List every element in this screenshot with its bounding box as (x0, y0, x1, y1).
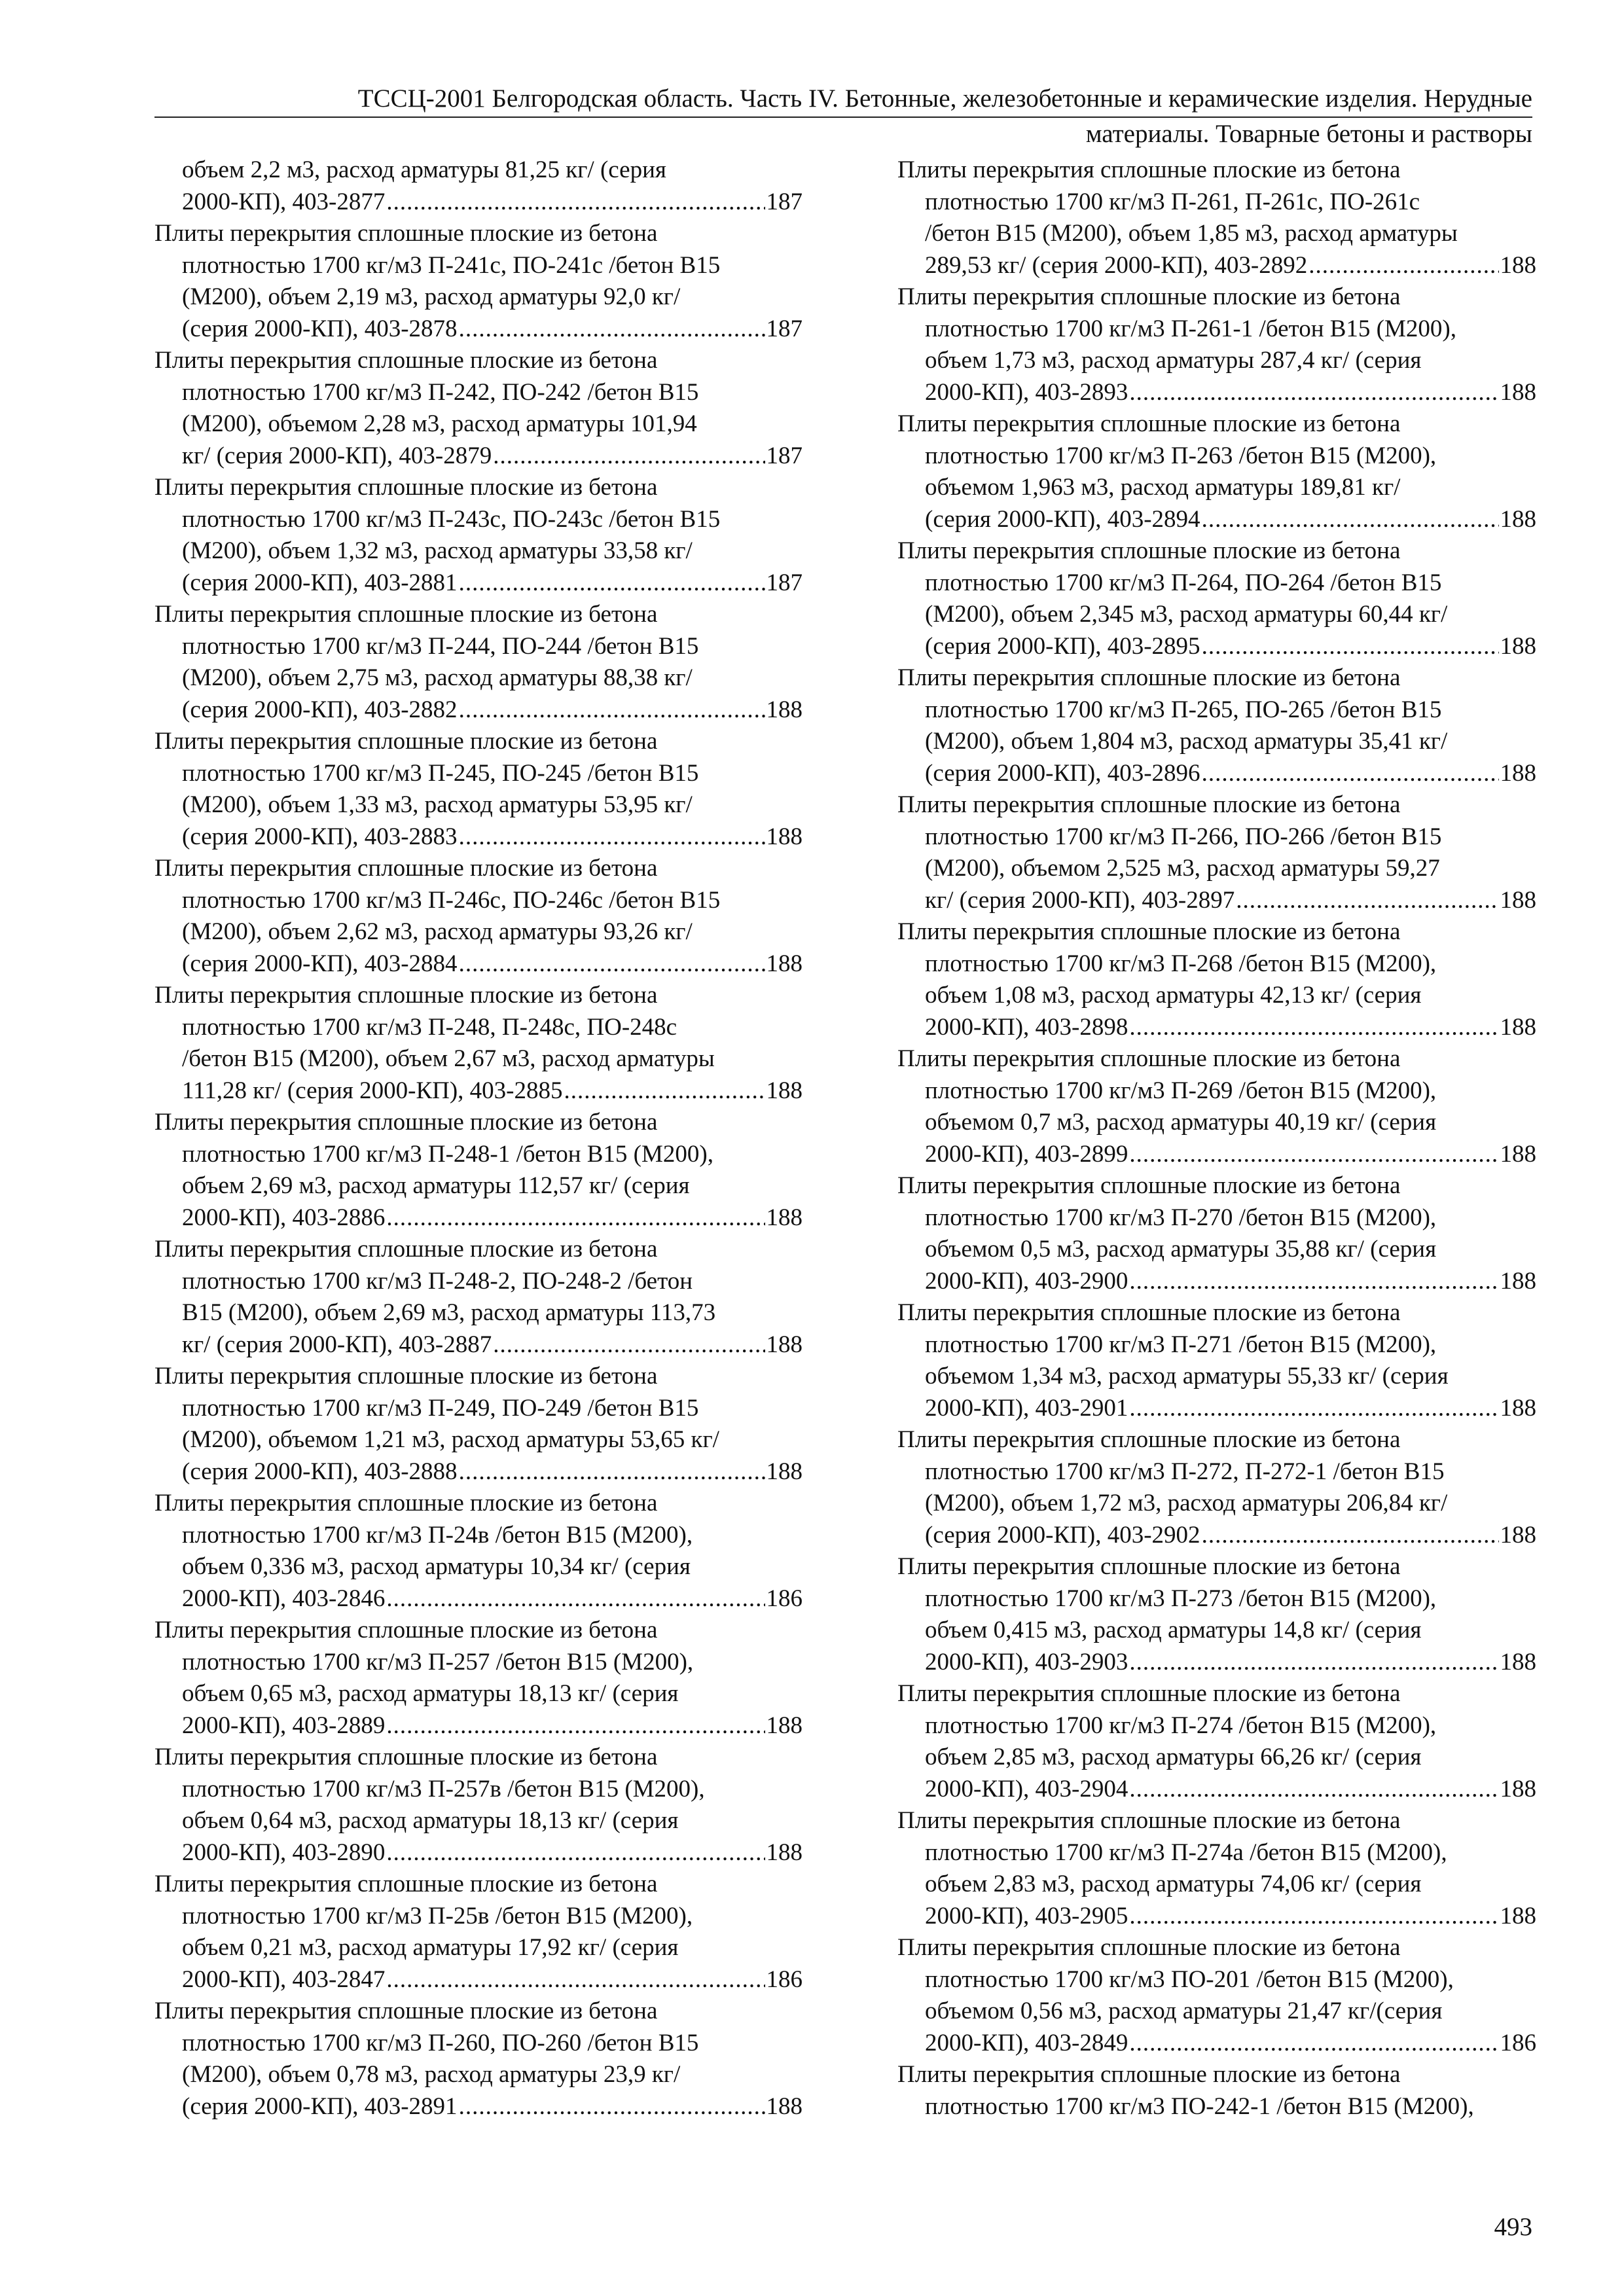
index-entry-page: 188 (766, 1839, 803, 1866)
index-entry-text: (серия 2000-КП), 403-2878 (182, 315, 458, 342)
index-entry (154, 1488, 803, 1615)
dot-leader (1129, 377, 1498, 409)
index-entry (897, 1805, 1536, 1932)
index-entry (154, 1107, 803, 1234)
index-entry-text: Плиты перекрытия сплошные плоские из бетона (897, 2061, 1401, 2088)
index-entry-text: Плиты перекрытия сплошные плоские из бетона (154, 220, 658, 247)
index-entry-text: плотностью 1700 кг/м3 П-246с, ПО-246с /бетон В15 (182, 886, 721, 914)
index-entry (897, 1297, 1536, 1424)
index-entry-text: Плиты перекрытия сплошные плоские из бетона (897, 1426, 1401, 1453)
index-entry-text: 2000-КП), 403-2893 (925, 378, 1128, 406)
index-entry-text: Плиты перекрытия сплошные плоские из бетона (154, 1998, 658, 2024)
index-entry (897, 154, 1536, 281)
index-entry-text: плотностью 1700 кг/м3 П-248-1 /бетон В15 (М200), (182, 1140, 713, 1168)
index-entry-text: 2000-КП), 403-2849 (925, 2029, 1128, 2056)
index-entry-text: Плиты перекрытия сплошные плоские из бетона (154, 1617, 658, 1643)
index-entry-text: Плиты перекрытия сплошные плоские из бетона (897, 918, 1401, 945)
dot-leader (459, 821, 765, 853)
dot-leader (1129, 1393, 1498, 1425)
index-entry-line (154, 1710, 803, 1742)
dot-leader (493, 1329, 765, 1361)
index-entry (897, 662, 1536, 789)
index-entry-line (897, 885, 1536, 917)
index-entry-text: объемом 0,7 м3, расход арматуры 40,19 кг/ (серия (925, 1109, 1437, 1136)
index-entry-text: Плиты перекрытия сплошные плоские из бетона (154, 601, 658, 628)
index-entry-page: 187 (766, 188, 803, 215)
index-entry-line (897, 1012, 1536, 1044)
index-entry-text: В15 (М200), объем 2,69 м3, расход арматуры 113,73 (182, 1299, 716, 1326)
index-entry (154, 218, 803, 345)
dot-leader (386, 1710, 765, 1742)
index-entry-text: плотностью 1700 кг/м3 П-244, ПО-244 /бетон В15 (182, 632, 699, 660)
index-entry-line (897, 504, 1536, 536)
index-entry-text: (М200), объем 1,72 м3, расход арматуры 206,84 кг/ (925, 1490, 1448, 1516)
index-entry-text: 111,28 кг/ (серия 2000-КП), 403-2885 (182, 1077, 563, 1104)
index-entry-text: 2000-КП), 403-2846 (182, 1585, 386, 1612)
index-entry-text: Плиты перекрытия сплошные плоские из бетона (897, 1934, 1401, 1961)
index-entry (154, 1869, 803, 1996)
index-entry-text: Плиты перекрытия сплошные плоские из бетона (897, 664, 1401, 691)
index-entry-text: кг/ (серия 2000-КП), 403-2887 (182, 1331, 492, 1358)
index-column-right (897, 154, 1536, 2123)
index-entry-text: (М200), объемом 2,525 м3, расход арматуры 59,27 (925, 855, 1440, 882)
index-entry-text: плотностью 1700 кг/м3 П-273 /бетон В15 (М200), (925, 1585, 1437, 1612)
index-entry-text: плотностью 1700 кг/м3 П-269 /бетон В15 (М200), (925, 1077, 1437, 1104)
index-entry-page: 188 (1500, 1775, 1536, 1803)
index-entry-text: Плиты перекрытия сплошные плоские из бетона (897, 156, 1401, 183)
index-entry (154, 345, 803, 472)
index-entry-text: Плиты перекрытия сплошные плоские из бетона (897, 1553, 1401, 1580)
dot-leader (459, 567, 765, 600)
index-entry-text: объем 2,69 м3, расход арматуры 112,57 кг/ (серия (182, 1172, 690, 1199)
index-entry-text: 2000-КП), 403-2901 (925, 1394, 1128, 1422)
index-entry-page: 186 (766, 1585, 803, 1612)
index-entry-page: 188 (1500, 251, 1536, 279)
dot-leader (459, 948, 765, 980)
index-entry-text: плотностью 1700 кг/м3 П-257в /бетон В15 (М200), (182, 1775, 705, 1803)
index-entry-text: плотностью 1700 кг/м3 ПО-242-1 /бетон В15 (М200), (925, 2092, 1474, 2120)
index-entry-text: объем 1,08 м3, расход арматуры 42,13 кг/ (серия (925, 982, 1422, 1009)
index-entry (897, 281, 1536, 408)
index-entry-text: (М200), объем 2,19 м3, расход арматуры 92,0 кг/ (182, 283, 681, 310)
dot-leader (386, 1837, 765, 1869)
index-entry-line (154, 1583, 803, 1615)
index-entry-text: объем 0,21 м3, расход арматуры 17,92 кг/ (серия (182, 1934, 679, 1961)
index-entry-page: 186 (766, 1965, 803, 1993)
index-entry-line (154, 1964, 803, 1996)
index-entry (154, 1615, 803, 1742)
index-entry-line (897, 1647, 1536, 1679)
index-entry (154, 853, 803, 980)
index-entry-text: объемом 1,963 м3, расход арматуры 189,81 кг/ (925, 474, 1401, 501)
index-entry-text: плотностью 1700 кг/м3 П-25в /бетон В15 (М200), (182, 1902, 693, 1929)
index-entry-text: кг/ (серия 2000-КП), 403-2879 (182, 442, 492, 469)
index-entry-page: 188 (766, 696, 803, 723)
index-entry-text: (серия 2000-КП), 403-2884 (182, 950, 458, 977)
index-entry-text: Плиты перекрытия сплошные плоские из бетона (897, 283, 1401, 310)
index-entry-text: (серия 2000-КП), 403-2883 (182, 823, 458, 850)
dot-leader (1129, 1266, 1498, 1298)
index-entry-page: 188 (1500, 505, 1536, 533)
index-entry-text: (серия 2000-КП), 403-2891 (182, 2092, 458, 2120)
index-entry-text: плотностью 1700 кг/м3 П-268 /бетон В15 (М200), (925, 950, 1437, 977)
index-entry-text: Плиты перекрытия сплошные плоские из бетона (897, 1680, 1401, 1707)
index-entry-text: плотностью 1700 кг/м3 П-249, ПО-249 /бетон В15 (182, 1394, 699, 1422)
index-entry-line (154, 1837, 803, 1869)
index-entry-text: 2000-КП), 403-2890 (182, 1839, 386, 1866)
index-entry-page: 188 (766, 1331, 803, 1358)
index-entry-text: Плиты перекрытия сплошные плоские из бетона (154, 728, 658, 755)
index-entry-text: Плиты перекрытия сплошные плоские из бетона (897, 1807, 1401, 1834)
dot-leader (1129, 2028, 1498, 2060)
index-entry (154, 154, 803, 218)
index-entry-text: 2000-КП), 403-2904 (925, 1775, 1128, 1803)
dot-leader (386, 1583, 765, 1615)
index-entry (154, 472, 803, 599)
index-entry-text: (М200), объем 1,804 м3, расход арматуры 35,41 кг/ (925, 728, 1448, 755)
dot-leader (1129, 1139, 1498, 1171)
index-entry-text: плотностью 1700 кг/м3 П-248-2, ПО-248-2 /бетон (182, 1267, 693, 1295)
index-entry (897, 789, 1536, 916)
index-entry-text: (серия 2000-КП), 403-2902 (925, 1521, 1200, 1549)
index-entry-page: 188 (1500, 632, 1536, 660)
index-entry-text: (М200), объем 2,62 м3, расход арматуры 93,26 кг/ (182, 918, 693, 945)
index-entry-line (154, 1329, 803, 1361)
index-entry-text: Плиты перекрытия сплошные плоские из бетона (154, 982, 658, 1009)
index-entry-text: плотностью 1700 кг/м3 П-260, ПО-260 /бетон В15 (182, 2029, 699, 2056)
index-entry-page: 188 (1500, 1902, 1536, 1929)
index-entry (154, 1996, 803, 2123)
index-entry-text: 2000-КП), 403-2847 (182, 1965, 386, 1993)
index-entry-page: 188 (1500, 759, 1536, 787)
index-entry-page: 186 (1500, 2029, 1536, 2056)
index-entry-page: 188 (766, 1458, 803, 1485)
index-entry-text: объем 2,85 м3, расход арматуры 66,26 кг/ (серия (925, 1744, 1422, 1770)
index-entry-text: Плиты перекрытия сплошные плоские из бетона (154, 855, 658, 882)
dot-leader (1202, 631, 1499, 663)
dot-leader (459, 2091, 765, 2123)
index-entry-text: 2000-КП), 403-2886 (182, 1204, 386, 1231)
index-entry-text: (М200), объем 2,75 м3, расход арматуры 88,38 кг/ (182, 664, 693, 691)
index-entry-line (154, 567, 803, 600)
index-entry-text: объем 0,65 м3, расход арматуры 18,13 кг/ (серия (182, 1680, 679, 1707)
dot-leader (386, 1964, 765, 1996)
index-entry-line (154, 1075, 803, 1107)
index-entry (897, 535, 1536, 662)
index-entry (154, 726, 803, 853)
index-entry-line (897, 1266, 1536, 1298)
index-entry-page: 188 (1500, 1648, 1536, 1676)
index-entry-text: объем 1,73 м3, расход арматуры 287,4 кг/ (серия (925, 347, 1422, 374)
index-entry-page: 187 (766, 442, 803, 469)
index-entry-page: 188 (1500, 1013, 1536, 1041)
index-entry-page: 188 (1500, 378, 1536, 406)
index-entry-line (154, 440, 803, 473)
dot-leader (1202, 1520, 1499, 1552)
index-entry-text: Плиты перекрытия сплошные плоские из бетона (154, 1109, 658, 1136)
index-entry-text: Плиты перекрытия сплошные плоские из бетона (154, 347, 658, 374)
index-entry-line (897, 1774, 1536, 1806)
index-entry-line (154, 694, 803, 726)
index-entry-text: плотностью 1700 кг/м3 П-266, ПО-266 /бетон В15 (925, 823, 1442, 850)
index-entry-text: Плиты перекрытия сплошные плоские из бетона (154, 1490, 658, 1516)
index-entry-page: 188 (1500, 886, 1536, 914)
index-entry-line (154, 1456, 803, 1488)
index-entry-text: объем 0,64 м3, расход арматуры 18,13 кг/ (серия (182, 1807, 679, 1834)
index-entry-text: объем 0,415 м3, расход арматуры 14,8 кг/ (серия (925, 1617, 1422, 1643)
index-entry-page: 188 (1500, 1267, 1536, 1295)
index-entry-line (897, 377, 1536, 409)
dot-leader (386, 1202, 765, 1234)
index-entry (154, 1742, 803, 1869)
index-entry-page: 188 (766, 1077, 803, 1104)
index-entry-text: 2000-КП), 403-2900 (925, 1267, 1128, 1295)
index-entry-text: Плиты перекрытия сплошные плоские из бетона (897, 1045, 1401, 1072)
dot-leader (1129, 1774, 1498, 1806)
index-entry (154, 980, 803, 1107)
index-entry-line (897, 631, 1536, 663)
index-entry (897, 1932, 1536, 2059)
dot-leader (1202, 758, 1499, 790)
index-entry-page: 188 (1500, 1521, 1536, 1549)
index-entry-text: плотностью 1700 кг/м3 П-24в /бетон В15 (М200), (182, 1521, 693, 1549)
index-entry-text: объем 0,336 м3, расход арматуры 10,34 кг/ (серия (182, 1553, 691, 1580)
dot-leader (1236, 885, 1498, 917)
index-entry-text: объем 2,83 м3, расход арматуры 74,06 кг/ (серия (925, 1871, 1422, 1897)
index-entry-page: 188 (766, 1712, 803, 1739)
running-header-continuation: материалы. Товарные бетоны и растворы (1085, 120, 1532, 148)
index-entry-text: плотностью 1700 кг/м3 П-248, П-248с, ПО-248с (182, 1013, 677, 1041)
index-entry (897, 1043, 1536, 1170)
index-entry-text: (М200), объем 2,345 м3, расход арматуры 60,44 кг/ (925, 601, 1448, 628)
index-entry-text: кг/ (серия 2000-КП), 403-2897 (925, 886, 1235, 914)
index-entry-text: Плиты перекрытия сплошные плоские из бетона (897, 410, 1401, 437)
index-entry-text: Плиты перекрытия сплошные плоские из бетона (154, 1236, 658, 1263)
dot-leader (1129, 1901, 1498, 1933)
index-entry-page: 188 (766, 1204, 803, 1231)
index-entry-text: плотностью 1700 кг/м3 П-264, ПО-264 /бетон В15 (925, 569, 1442, 596)
index-entry-text: плотностью 1700 кг/м3 ПО-201 /бетон В15 (М200), (925, 1965, 1454, 1993)
index-entry (897, 916, 1536, 1043)
index-entry-line (154, 948, 803, 980)
dot-leader (1308, 250, 1498, 282)
index-entry-text: плотностью 1700 кг/м3 П-241с, ПО-241с /бетон В15 (182, 251, 721, 279)
dot-leader (1129, 1647, 1498, 1679)
index-entry-page: 188 (1500, 1140, 1536, 1168)
index-entry-text: Плиты перекрытия сплошные плоские из бетона (154, 1744, 658, 1770)
dot-leader (1202, 504, 1499, 536)
index-entry-text: (М200), объемом 1,21 м3, расход арматуры 53,65 кг/ (182, 1426, 719, 1453)
index-entry-text: 2000-КП), 403-2898 (925, 1013, 1128, 1041)
index-entry-text: объемом 0,5 м3, расход арматуры 35,88 кг/ (серия (925, 1236, 1437, 1263)
index-entry (897, 2059, 1536, 2123)
index-entry-line (154, 2091, 803, 2123)
index-entry (897, 1424, 1536, 1551)
index-entry-page: 188 (766, 2092, 803, 2120)
index-entry-line (154, 1202, 803, 1234)
index-entry-text: плотностью 1700 кг/м3 П-263 /бетон В15 (М200), (925, 442, 1437, 469)
index-entry-text: (серия 2000-КП), 403-2882 (182, 696, 458, 723)
index-entry-line (897, 250, 1536, 282)
dot-leader (459, 1456, 765, 1488)
index-entry-text: (серия 2000-КП), 403-2896 (925, 759, 1200, 787)
index-entry-text: плотностью 1700 кг/м3 П-242, ПО-242 /бетон В15 (182, 378, 699, 406)
index-entry-line (897, 758, 1536, 790)
index-entry-text: (серия 2000-КП), 403-2895 (925, 632, 1200, 660)
index-entry-text: Плиты перекрытия сплошные плоские из бетона (897, 1172, 1401, 1199)
index-entry (154, 599, 803, 726)
index-entry-text: плотностью 1700 кг/м3 П-245, ПО-245 /бетон В15 (182, 759, 699, 787)
index-entry-line (897, 1901, 1536, 1933)
index-entry-text: плотностью 1700 кг/м3 П-274 /бетон В15 (М200), (925, 1712, 1437, 1739)
index-entry-text: 2000-КП), 403-2899 (925, 1140, 1128, 1168)
index-column-left (154, 154, 803, 2123)
index-entry-text: 2000-КП), 403-2889 (182, 1712, 386, 1739)
dot-leader (493, 440, 765, 473)
dot-leader (386, 187, 765, 219)
index-entry-text: плотностью 1700 кг/м3 П-261-1 /бетон В15 (М200), (925, 315, 1456, 342)
index-entry-text: плотностью 1700 кг/м3 П-274а /бетон В15 (М200), (925, 1839, 1447, 1866)
index-entry-text: (серия 2000-КП), 403-2894 (925, 505, 1200, 533)
index-entry-text: 2000-КП), 403-2903 (925, 1648, 1128, 1676)
index-entry-text: Плиты перекрытия сплошные плоские из бетона (897, 1299, 1401, 1326)
index-entry-text: плотностью 1700 кг/м3 П-243с, ПО-243с /бетон В15 (182, 505, 721, 533)
index-entry-text: Плиты перекрытия сплошные плоские из бетона (897, 791, 1401, 818)
dot-leader (459, 694, 765, 726)
index-entry-text: (М200), объем 1,32 м3, расход арматуры 33,58 кг/ (182, 537, 693, 564)
index-entry (897, 1551, 1536, 1678)
index-entry-text: (М200), объем 0,78 м3, расход арматуры 23,9 кг/ (182, 2061, 681, 2088)
index-entry-text: /бетон В15 (М200), объем 1,85 м3, расход арматуры (925, 220, 1458, 247)
header-title: ТССЦ-2001 Белгородская область. Часть IV. Бетонные, железобетонные и керамические изделия. Нерудные (357, 84, 1532, 113)
index-entry-text: Плиты перекрытия сплошные плоские из бетона (154, 1871, 658, 1897)
index-entry-text: плотностью 1700 кг/м3 П-270 /бетон В15 (М200), (925, 1204, 1437, 1231)
index-entry-page: 187 (766, 569, 803, 596)
dot-leader (459, 314, 765, 346)
index-entry-text: Плиты перекрытия сплошные плоские из бетона (154, 1363, 658, 1390)
index-entry-text: плотностью 1700 кг/м3 П-261, П-261с, ПО-261с (925, 188, 1420, 215)
index-entry-line (897, 1393, 1536, 1425)
index-entry-line (154, 187, 803, 219)
index-entry-text: плотностью 1700 кг/м3 П-265, ПО-265 /бетон В15 (925, 696, 1442, 723)
index-entry-text: (М200), объемом 2,28 м3, расход арматуры 101,94 (182, 410, 697, 437)
index-entry-line (897, 1139, 1536, 1171)
dot-leader (1129, 1012, 1498, 1044)
index-entry-text: плотностью 1700 кг/м3 П-272, П-272-1 /бетон В15 (925, 1458, 1445, 1485)
index-entry-text: объемом 1,34 м3, расход арматуры 55,33 кг/ (серия (925, 1363, 1449, 1390)
index-entry-text: объем 2,2 м3, расход арматуры 81,25 кг/ (серия (182, 156, 666, 183)
index-entry-text: Плиты перекрытия сплошные плоские из бетона (897, 537, 1401, 564)
index-entry (154, 1234, 803, 1361)
page-number: 493 (1494, 2213, 1532, 2241)
index-entry-line (154, 314, 803, 346)
index-entry (154, 1361, 803, 1488)
index-entry (897, 1678, 1536, 1805)
index-entry-text: 289,53 кг/ (серия 2000-КП), 403-2892 (925, 251, 1308, 279)
index-entry-line (897, 1520, 1536, 1552)
index-entry-text: плотностью 1700 кг/м3 П-271 /бетон В15 (М200), (925, 1331, 1437, 1358)
index-entry-page: 188 (1500, 1394, 1536, 1422)
index-entry-text: 2000-КП), 403-2905 (925, 1902, 1128, 1929)
index-entry-line (897, 2028, 1536, 2060)
index-entry-page: 188 (766, 950, 803, 977)
index-entry (897, 408, 1536, 535)
index-entry-text: (М200), объем 1,33 м3, расход арматуры 53,95 кг/ (182, 791, 693, 818)
index-entry-page: 187 (766, 315, 803, 342)
index-entry-text: Плиты перекрытия сплошные плоские из бетона (154, 474, 658, 501)
index-entry-text: (серия 2000-КП), 403-2881 (182, 569, 458, 596)
index-entry-text: плотностью 1700 кг/м3 П-257 /бетон В15 (М200), (182, 1648, 694, 1676)
index-entry-text: /бетон В15 (М200), объем 2,67 м3, расход арматуры (182, 1045, 715, 1072)
index-entry-page: 188 (766, 823, 803, 850)
index-entry-line (154, 821, 803, 853)
index-entry-text: объемом 0,56 м3, расход арматуры 21,47 кг/(серия (925, 1998, 1443, 2024)
index-entry-text: 2000-КП), 403-2877 (182, 188, 386, 215)
running-header (154, 84, 1532, 118)
dot-leader (564, 1075, 765, 1107)
index-entry (897, 1170, 1536, 1297)
index-entry-text: (серия 2000-КП), 403-2888 (182, 1458, 458, 1485)
